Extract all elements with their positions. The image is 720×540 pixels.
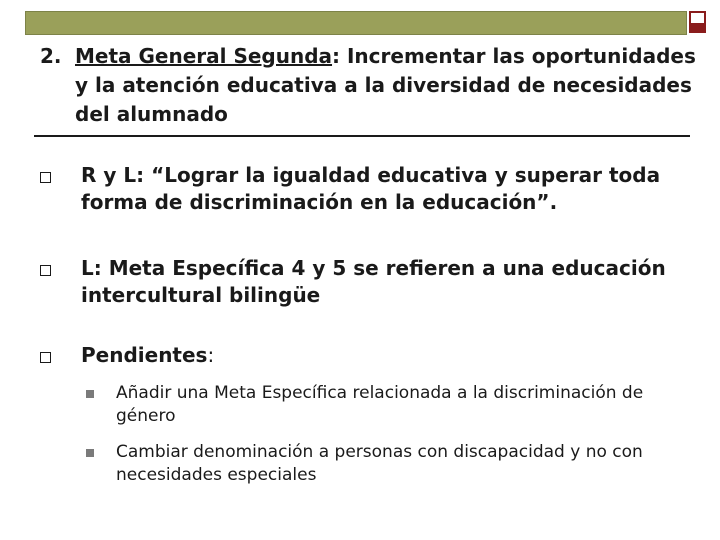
title-number: 2. [40, 44, 62, 68]
title-rest: : Incrementar las oportunidades y la atención educativa a la diversidad de necesidades del alumnado [75, 44, 696, 126]
title-divider [34, 135, 690, 137]
slide-title [40, 42, 700, 129]
square-bullet-icon [40, 265, 51, 276]
list-item: L: Meta Específica 4 y 5 se refieren a una educación intercultural bilingüe [81, 256, 666, 307]
title-text [75, 42, 700, 129]
list-item-pendientes [81, 342, 691, 369]
title-underlined: Meta General Segunda [75, 44, 333, 68]
sub-list-item: Cambiar denominación a personas con discapacidad y no con necesidades especiales [116, 442, 643, 485]
sub-list-item: Añadir una Meta Específica relacionada a la discriminación de género [116, 383, 644, 426]
decorative-top-bar [25, 11, 687, 35]
square-bullet-icon [40, 172, 51, 183]
square-bullet-icon [40, 352, 51, 363]
pendientes-colon: : [207, 343, 215, 367]
sub-bullet-icon [86, 449, 94, 457]
list-item: R y L: “Lograr la igualdad educativa y superar toda forma de discriminación en la educación”. [81, 163, 661, 214]
sub-bullet-icon [86, 390, 94, 398]
pendientes-label: Pendientes [81, 343, 208, 367]
decorative-corner-box-fill [689, 23, 706, 33]
